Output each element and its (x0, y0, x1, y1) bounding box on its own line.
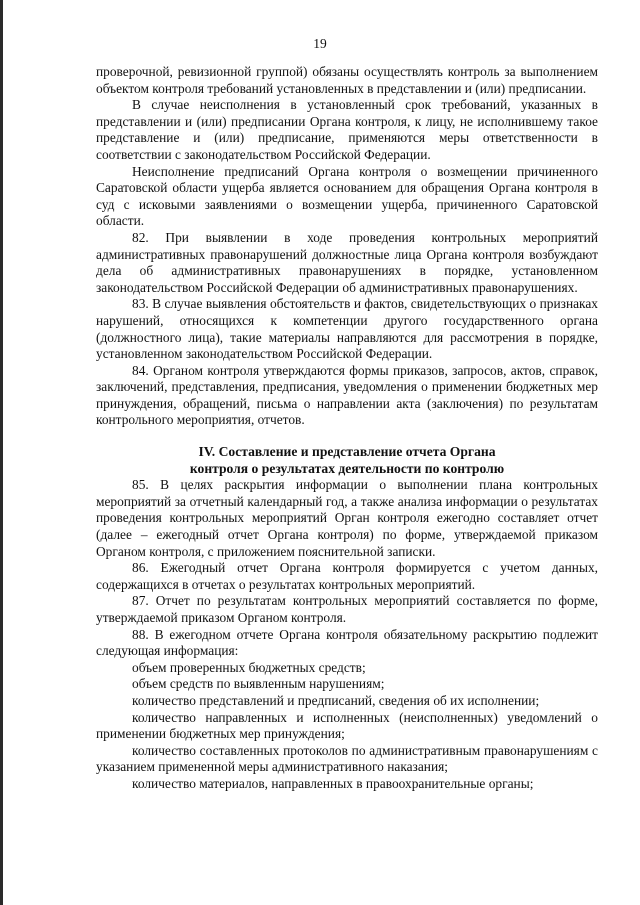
paragraph: В случае неисполнения в установленный срок требований, указанных в представлении и (или) предписании Органа контроля, к лицу, не исполнившему такое представление и (или) предписание, применяются меры ответственности в соответствии с законодательством Российской Федерации. (96, 97, 598, 162)
paragraph: 84. Органом контроля утверждаются формы приказов, запросов, актов, справок, заключений, представления, предписания, уведомления о применении бюджетных мер принуждения, обращений, письма о направлении акта (заключения) по результатам контрольного мероприятия, отчетов. (96, 362, 598, 428)
paragraph: количество представлений и предписаний, сведения об их исполнении; (132, 692, 540, 708)
paragraph: объем средств по выявленным нарушениям; (132, 676, 385, 692)
section-heading-line: IV. Составление и представление отчета Органа (198, 444, 496, 460)
paragraph: 88. В ежегодном отчете Органа контроля обязательному раскрытию подлежит следующая информация: (96, 626, 598, 659)
document-body (96, 64, 598, 793)
section-heading (96, 444, 598, 477)
paragraph: количество направленных и исполненных (неисполненных) уведомлений о применении бюджетных мер принуждения; (96, 709, 598, 742)
paragraph: 82. При выявлении в ходе проведения контрольных мероприятий административных правонарушений должностные лица Органа контроля возбуждают дела об административных правонарушениях в порядке, установленном законодательством Российской Федерации об административных правонарушениях. (96, 229, 598, 295)
paragraph: количество составленных протоколов по административным правонарушениям с указанием примененной меры административного наказания; (96, 742, 598, 775)
paragraph: проверочной, ревизионной группой) обязаны осуществлять контроль за выполнением объектом контроля требований установленных в представлении и (или) предписании. (96, 64, 598, 96)
paragraph: 87. Отчет по результатам контрольных мероприятий составляется по форме, утверждаемой приказом Органом контроля. (96, 593, 598, 625)
paragraph: 86. Ежегодный отчет Органа контроля формируется с учетом данных, содержащихся в отчетах о результатах контрольных мероприятий. (96, 560, 598, 592)
paragraph: объем проверенных бюджетных средств; (132, 659, 366, 675)
page-number: 19 (313, 36, 327, 51)
scan-edge (0, 0, 3, 905)
section-heading-line: контроля о результатах деятельности по контролю (189, 460, 505, 476)
paragraph: количество материалов, направленных в правоохранительные органы; (132, 775, 534, 791)
paragraph: Неисполнение предписаний Органа контроля о возмещении причиненного Саратовской области ущерба является основанием для обращения Органа контроля в суд с исковыми заявлениями о возмещении ущерба, причиненного Саратовской области. (96, 163, 598, 229)
paragraph: 83. В случае выявления обстоятельств и фактов, свидетельствующих о признаках нарушений, относящихся к компетенции другого государственного органа (должностного лица), такие материалы направляются для рассмотрения в порядке, установленном законодательством Российской Федерации. (96, 296, 598, 362)
paragraph: 85. В целях раскрытия информации о выполнении плана контрольных мероприятий за отчетный календарный год, а также анализа информации о результатах проведения контрольных мероприятий Орган контроля ежегодно составляет отчет (далее – ежегодный отчет Органа контроля) по форме, утверждаемой приказом Органом контроля, с приложением пояснительной записки. (96, 477, 598, 559)
